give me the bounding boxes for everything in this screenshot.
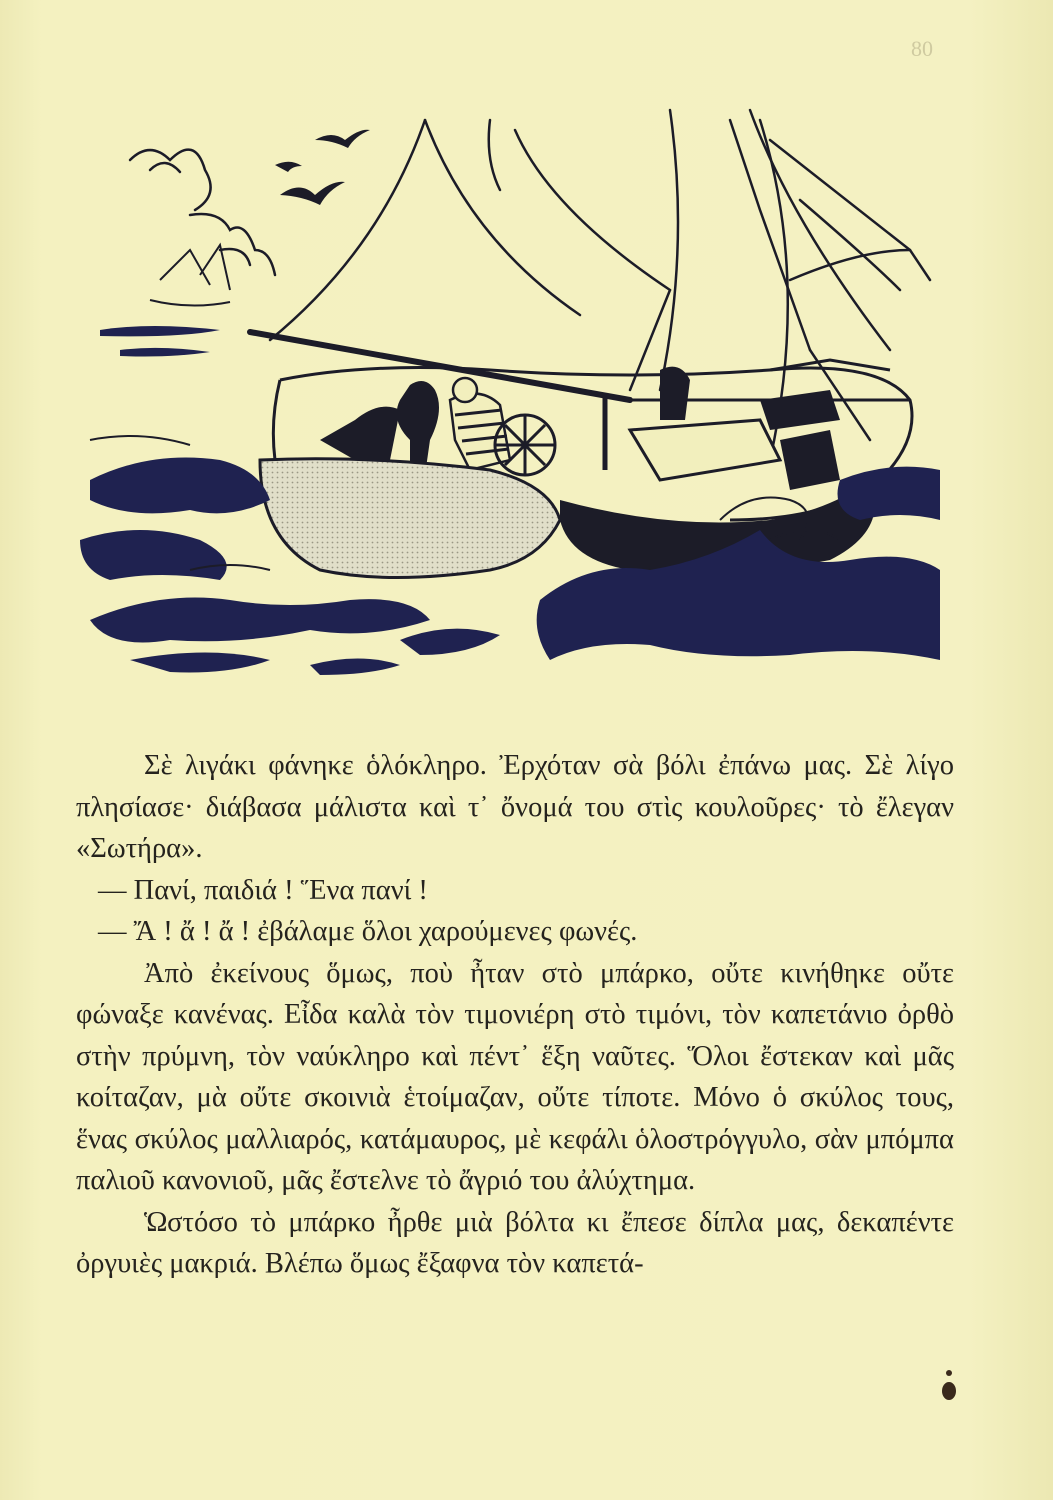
paragraph: Ὡστόσο τὸ μπάρκο ἦρθε μιὰ βόλτα κι ἔπεσε δίπλα μας, δεκαπέντε ὀργυιὲς μακριά. Βλέπω ὅμως ἔξαφνα τὸν καπετά- [76,1206,954,1279]
paragraph: Ἀπὸ ἐκείνους ὅμως, ποὺ ἦταν στὸ μπάρκο, οὔτε κινήθηκε οὔτε φώναξε κανένας. Εἶδα καλὰ τὸν τιμονιέρη στὸ τιμόνι, τὸν καπετάνιο ὀρθὸ στὴν πρύμνη, τὸν ναύκληρο καὶ πέντ᾽ ἕξη ναῦτες. Ὅλοι ἔστεκαν καὶ μᾶς κοίταζαν, μὰ οὔτε σκοινιὰ ἑτοίμαζαν, οὔτε τίποτε. Μόνο ὁ σκύλος τους, ἕνας σκύλος μαλλιαρός, κατάμαυρος, μὲ κεφάλι ὁλοστρόγγυλο, σὰν μπόμπα παλιοῦ κανονιοῦ, μᾶς ἔστελνε τὸ ἄγριό του ἀλύχτημα. [76,957,954,1196]
dialog-line: — Πανί, παιδιά ! Ἕνα πανί ! [98,874,428,906]
dialog-line: — Ἄ ! ἄ ! ἄ ! ἐβάλαμε ὅλοι χαρούμενες φωνές. [98,916,638,947]
boat-hull [260,459,560,578]
boom [250,332,630,400]
deck-cabin [630,420,780,480]
ink-stain [946,1370,952,1376]
sailboat-illustration [70,100,950,700]
page-number: 80 [911,36,933,61]
story-text [76,745,954,1285]
ink-stain [942,1382,956,1400]
striped-figure [450,378,510,470]
distant-boat [150,245,230,306]
clouds [130,150,275,275]
steering-wheel [495,415,555,475]
paragraph: Σὲ λιγάκι φάνηκε ὁλόκληρο. Ἐρχόταν σὰ βόλι ἐπάνω μας. Σὲ λίγο πλησίασε· διάβασα μάλιστα καὶ τ᾽ ὄνομά του στὶς κουλοῦρες· τὸ ἔλεγαν «Σωτήρα». [76,750,954,864]
seagulls [275,130,370,205]
